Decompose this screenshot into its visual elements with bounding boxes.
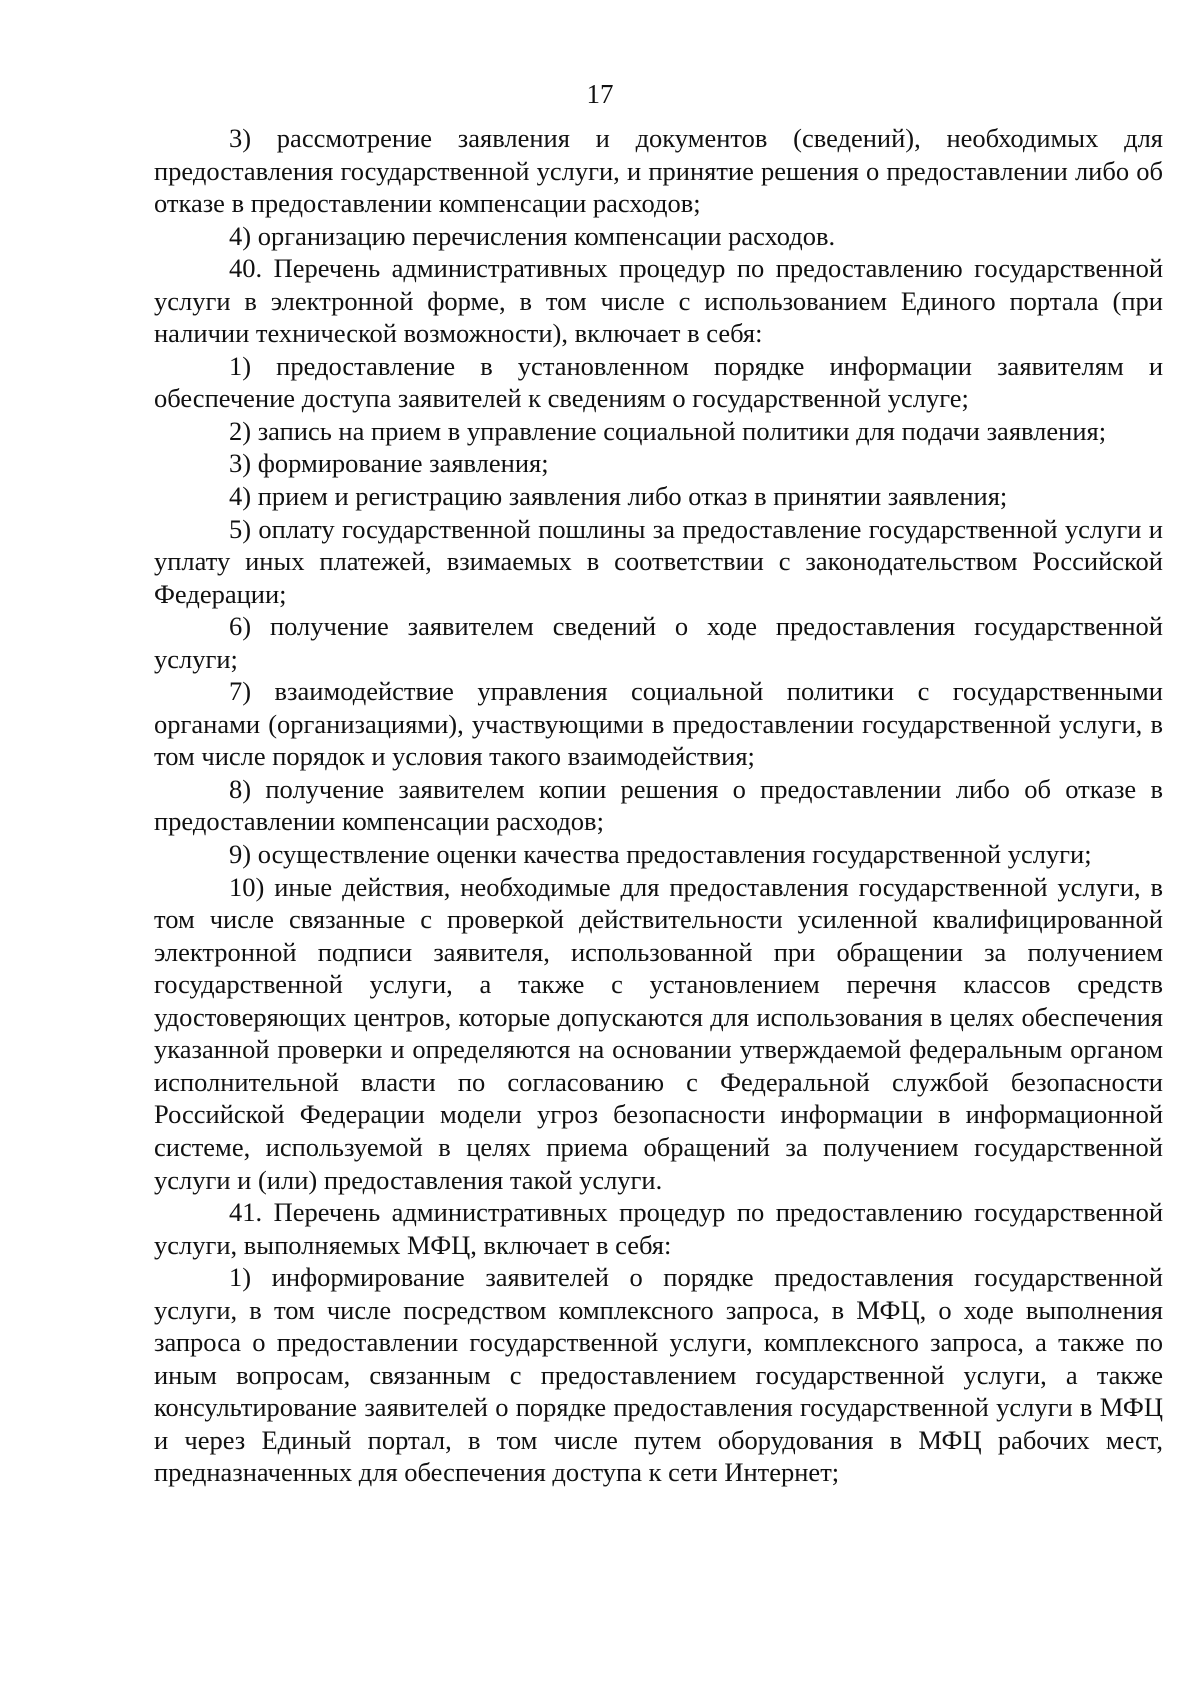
paragraph-40-electronic-procedures: 40. Перечень административных процедур по предоставлению государственной услуги в электронной форме, в том числе с использованием Единого портала (при наличии технической возможности), включает в себя: [154, 253, 1163, 349]
list-item: 6) получение заявителем сведений о ходе предоставления государственной услуги; [154, 611, 1163, 674]
list-item: 1) предоставление в установленном порядке информации заявителям и обеспечение доступа заявителей к сведениям о государственной услуге; [154, 350, 1163, 414]
list-item: 7) взаимодействие управления социальной политики с государственными органами (организациями), участвующими в предоставлении государственной услуги, в том числе порядок и условия такого взаимодействия; [154, 676, 1163, 772]
list-item: 10) иные действия, необходимые для предоставления государственной услуги, в том числе связанные с проверкой действительности усиленной квалифицированной электронной подписи заявителя, использованной при обращении за получением государственной услуги, а также с установлением перечня классов средств удостоверяющих центров, которые допускаются для использования в целях обеспечения указанной проверки и определяются на основании утверждаемой федеральным органом исполнительной власти по согласованию с Федеральной службой безопасности Российской Федерации модели угроз безопасности информации в информационной системе, используемой в целях приема обращений за получением государственной услуги и (или) предоставления такой услуги. [154, 871, 1163, 1195]
list-item: 9) осуществление оценки качества предоставления государственной услуги; [229, 839, 1092, 870]
page-number: 17 [586, 79, 614, 109]
list-item: 3) формирование заявления; [229, 448, 549, 479]
paragraph-item-4-transfer: 4) организацию перечисления компенсации расходов. [229, 220, 836, 251]
paragraph-41-mfc-procedures: 41. Перечень административных процедур по предоставлению государственной услуги, выполняемых МФЦ, включает в себя: [154, 1197, 1163, 1260]
list-item: 1) информирование заявителей о порядке предоставления государственной услуги, в том числе посредством комплексного запроса, в МФЦ, о ходе выполнения запроса о предоставлении государственной услуги, комплексного запроса, а также по иным вопросам, связанным с предоставлением государственной услуги, а также консультирование заявителей о порядке предоставления государственной услуги в МФЦ и через Единый портал, в том числе путем оборудования в МФЦ рабочих мест, предназначенных для обеспечения доступа к сети Интернет; [154, 1262, 1163, 1488]
list-item: 4) прием и регистрацию заявления либо отказ в принятии заявления; [229, 481, 1008, 512]
list-item: 5) оплату государственной пошлины за предоставление государственной услуги и уплату иных платежей, взимаемых в соответствии с законодательством Российской Федерации; [154, 513, 1163, 609]
list-item: 2) запись на прием в управление социальной политики для подачи заявления; [229, 415, 1107, 446]
list-item: 8) получение заявителем копии решения о предоставлении либо об отказе в предоставлении компенсации расходов; [154, 773, 1163, 837]
paragraph-item-3-review: 3) рассмотрение заявления и документов (сведений), необходимых для предоставления государственной услуги, и принятие решения о предоставлении либо об отказе в предоставлении компенсации расходов; [154, 123, 1163, 219]
body-text [154, 122, 1163, 1489]
